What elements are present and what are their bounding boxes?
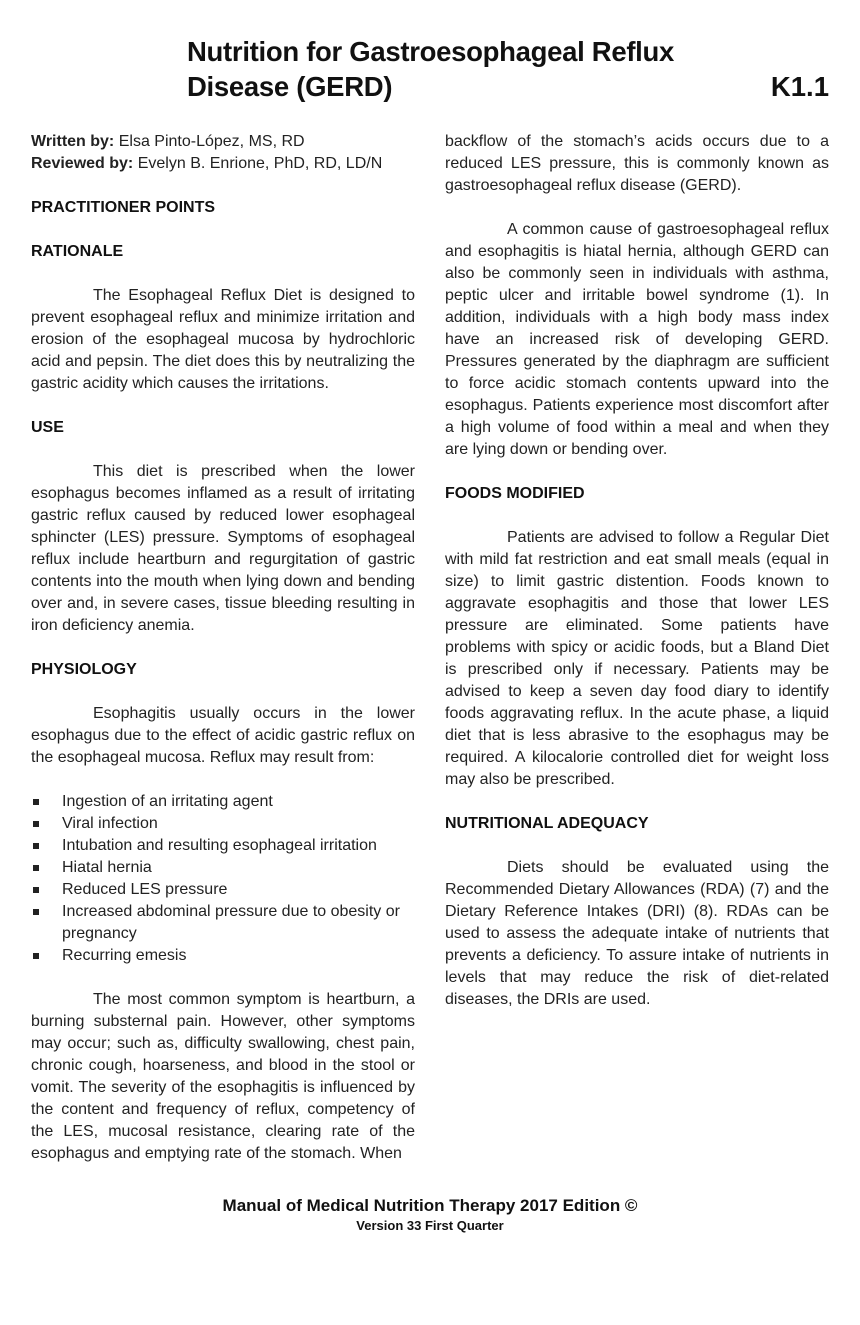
written-by-value: Elsa Pinto-López, MS, RD [118, 133, 305, 150]
reflux-causes-list [31, 791, 415, 967]
bullet-square-icon [33, 799, 39, 805]
page-footer [0, 1195, 860, 1235]
bullet-square-icon [33, 953, 39, 959]
foods-modified-heading: FOODS MODIFIED [445, 485, 585, 502]
written-by [31, 131, 415, 153]
practitioner-points-heading: PRACTITIONER POINTS [31, 199, 216, 216]
list-item: Recurring emesis [31, 945, 415, 967]
physiology-paragraph-2: The most common symptom is heartburn, a burning substernal pain. However, other symptoms may occur; such as, difficulty swallowing, chest pain, chronic cough, hoarseness, and blood in the stool or vomit. The severity of the esophagitis is influenced by the content and frequency of reflux, competency of the LES, mucosal resistance, clearing rate of the esophagus and emptying rate of the stomach. When [31, 991, 415, 1162]
use-heading: USE [31, 419, 64, 436]
right-column [445, 131, 829, 1033]
reviewed-by-value: Evelyn B. Enrione, PhD, RD, LD/N [137, 155, 383, 172]
list-item: Intubation and resulting esophageal irritation [31, 835, 415, 857]
physiology-paragraph-3: A common cause of gastroesophageal reflux and esophagitis is hiatal hernia, although GERD can also be commonly seen in individuals with asthma, peptic ulcer and irritable bowel syndrome (1). In addition, individuals with a high body mass index have an increased risk of developing GERD. Pressures generated by the diaphragm are sufficient to force acidic stomach contents upward into the esophagus. Patients experience most discomfort after a high volume of food within a meal and when they are lying down or bending over. [445, 221, 829, 458]
list-item: Increased abdominal pressure due to obesity or pregnancy [31, 901, 415, 945]
bullet-square-icon [33, 887, 39, 893]
written-by-label: Written by: [31, 133, 115, 150]
title-line-1: Nutrition for Gastroesophageal Reflux [187, 36, 675, 67]
reviewed-by-label: Reviewed by: [31, 155, 134, 172]
rationale-paragraph: The Esophageal Reflux Diet is designed to prevent esophageal reflux and minimize irritation and erosion of the esophageal mucosa by hydrochloric acid and pepsin. The diet does this by neutralizing the gastric acidity which causes the irritations. [31, 287, 415, 392]
list-item: Reduced LES pressure [31, 879, 415, 901]
physiology-heading: PHYSIOLOGY [31, 661, 137, 678]
use-paragraph: This diet is prescribed when the lower esophagus becomes inflamed as a result of irritating gastric reflux caused by reduced lower esophageal sphincter (LES) pressure. Symptoms of esophageal reflux include heartburn and regurgitation of gastric contents into the mouth when lying down and bending over and, in severe cases, tissue bleeding resulting in iron deficiency anemia. [31, 463, 415, 634]
nutritional-adequacy-paragraph: Diets should be evaluated using the Recommended Dietary Allowances (RDA) (7) and the Dietary Reference Intakes (DRI) (8). RDAs can be used to assess the adequate intake of nutrients that prevents a deficiency. To assure intake of nutrients in levels that may reduce the risk of diet-related diseases, the DRIs are used. [445, 859, 829, 1008]
section-code: K1.1 [770, 71, 829, 102]
bullet-square-icon [33, 909, 39, 915]
list-item: Ingestion of an irritating agent [31, 791, 415, 813]
bullet-square-icon [33, 821, 39, 827]
bullet-square-icon [33, 865, 39, 871]
footer-manual-title: Manual of Medical Nutrition Therapy 2017 Edition © [222, 1196, 638, 1215]
rationale-heading: RATIONALE [31, 243, 124, 260]
list-item: Viral infection [31, 813, 415, 835]
list-item: Hiatal hernia [31, 857, 415, 879]
footer-version: Version 33 First Quarter [356, 1218, 504, 1233]
physiology-paragraph-1: Esophagitis usually occurs in the lower esophagus due to the effect of acidic gastric reflux on the esophageal mucosa. Reflux may result from: [31, 705, 415, 766]
document-title [187, 34, 707, 104]
left-column [31, 131, 415, 1187]
title-line-2: Disease (GERD) [187, 71, 393, 102]
physiology-paragraph-2-continued: backflow of the stomach’s acids occurs due to a reduced LES pressure, this is commonly known as gastroesophageal reflux disease (GERD). [445, 133, 829, 194]
nutritional-adequacy-heading: NUTRITIONAL ADEQUACY [445, 815, 649, 832]
foods-modified-paragraph: Patients are advised to follow a Regular Diet with mild fat restriction and eat small meals (equal in size) to limit gastric distention. Foods known to aggravate esophagitis and those that lower LES pressure are eliminated. Some patients have problems with spicy or acidic foods, but a Bland Diet is prescribed only if necessary. Patients may be advised to keep a seven day food diary to identify foods aggravating reflux. In the acute phase, a liquid diet that is less abrasive to the esophagus may be required. A kilocalorie controlled diet for weight loss may also be prescribed. [445, 529, 829, 788]
bullet-square-icon [33, 843, 39, 849]
reviewed-by [31, 153, 415, 175]
